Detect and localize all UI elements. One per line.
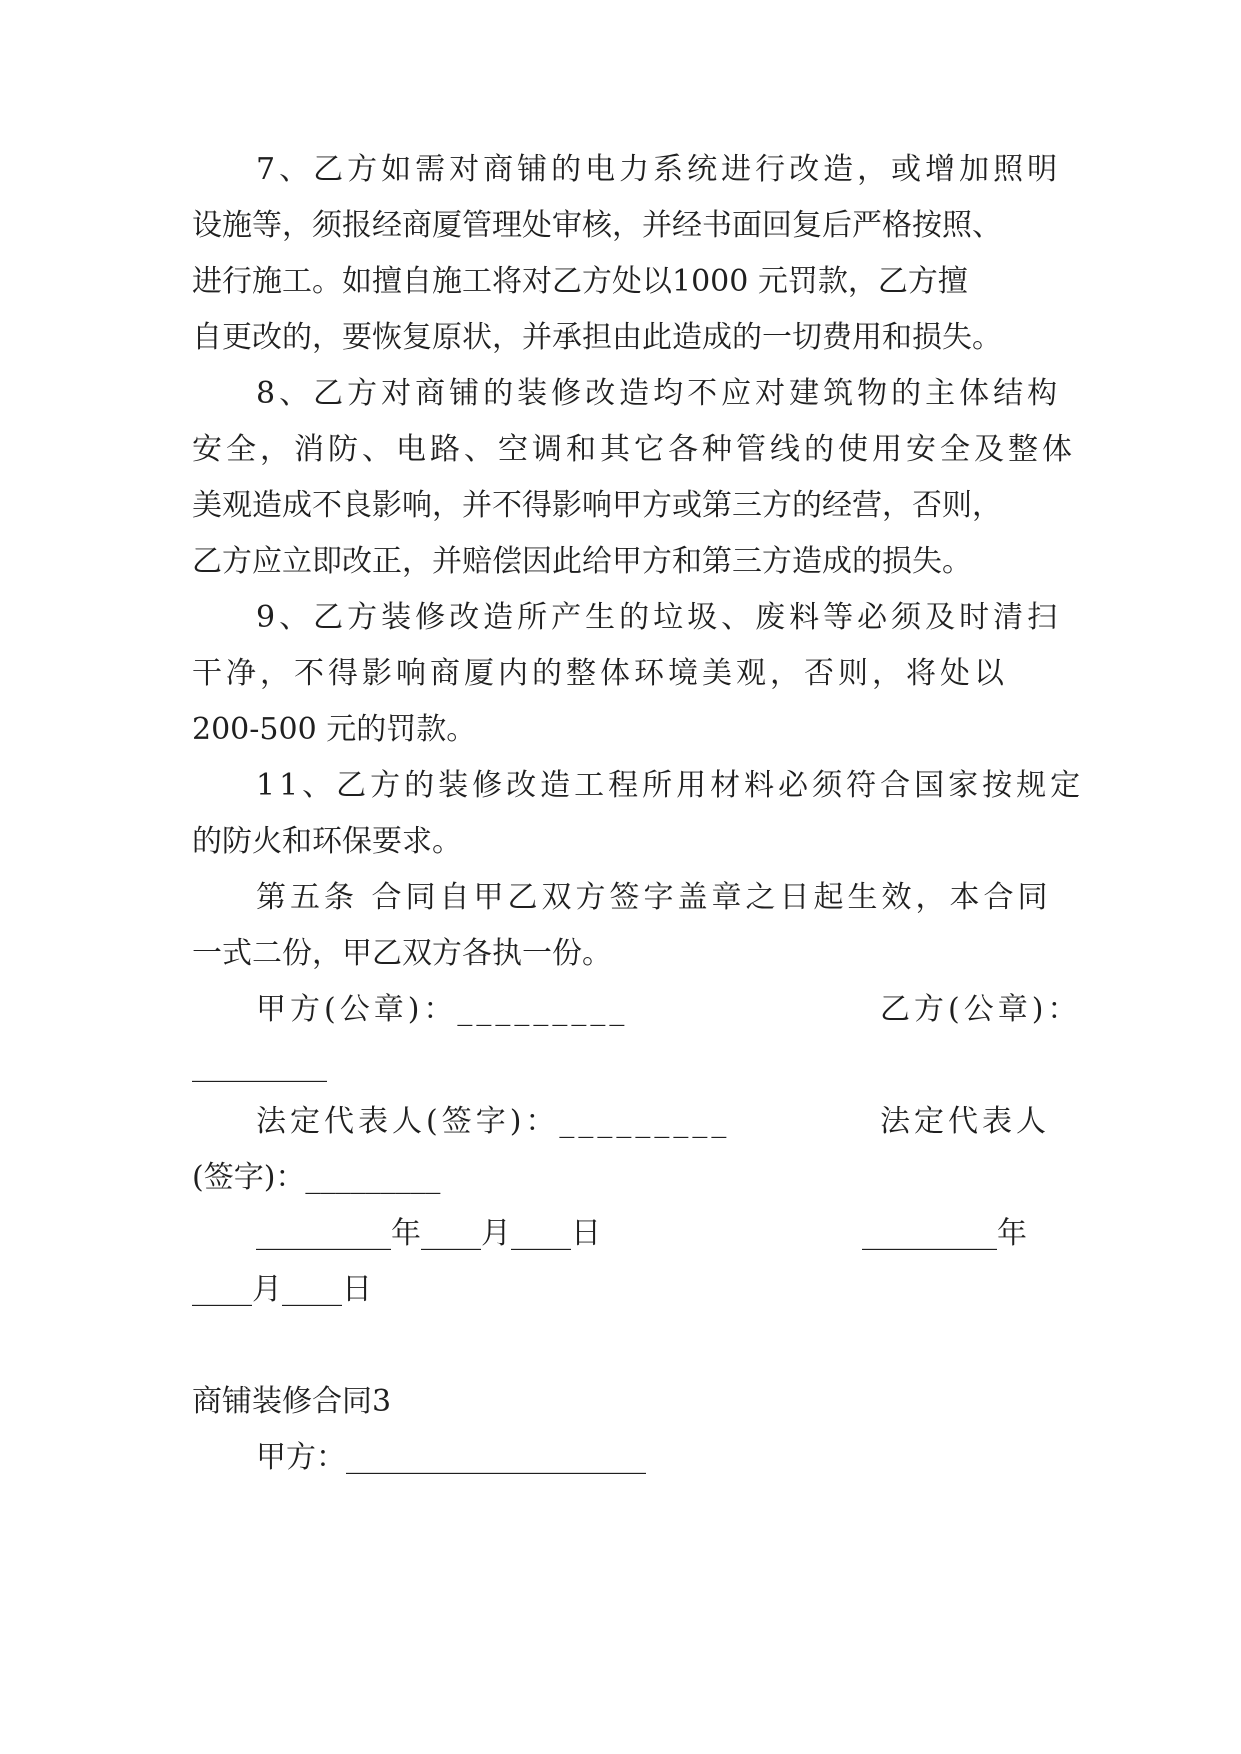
party-a-name-field: 甲方：____________________	[256, 1440, 646, 1475]
paragraph-line: 7、乙方如需对商铺的电力系统进行改造，或增加照明	[256, 152, 1062, 187]
paragraph-line: 8、乙方对商铺的装修改造均不应对建筑物的主体结构	[256, 376, 1062, 411]
party-b-representative-label: 法定代表人	[880, 1104, 1050, 1139]
paragraph-line: 乙方应立即改正，并赔偿因此给甲方和第三方造成的损失。	[192, 544, 972, 579]
paragraph-line: 美观造成不良影响，并不得影响甲方或第三方的经营，否则，	[192, 488, 1002, 523]
paragraph-line: 200-500 元的罚款。	[192, 712, 477, 747]
paragraph-line: 一式二份，甲乙双方各执一份。	[192, 936, 612, 971]
paragraph-line: 设施等，须报经商厦管理处审核，并经书面回复后严格按照、	[192, 208, 1002, 243]
party-b-date-year: _________年	[862, 1216, 1027, 1251]
paragraph-line: 9、乙方装修改造所产生的垃圾、废料等必须及时清扫	[256, 600, 1062, 635]
party-a-seal-field: 甲方(公章)：_________	[256, 992, 629, 1027]
section-heading: 商铺装修合同3	[192, 1384, 392, 1419]
paragraph-line: 干净，不得影响商厦内的整体环境美观，否则，将处以	[192, 656, 1008, 691]
paragraph-line: 安全，消防、电路、空调和其它各种管线的使用安全及整体	[192, 432, 1076, 467]
paragraph-line: 第五条 合同自甲乙双方签字盖章之日起生效，本合同	[256, 880, 1052, 915]
party-a-date-field: _________年____月____日	[256, 1216, 601, 1251]
party-b-seal-blank: _________	[192, 1048, 327, 1083]
party-b-seal-field: 乙方(公章)：	[880, 992, 1082, 1027]
paragraph-line: 自更改的，要恢复原状，并承担由此造成的一切费用和损失。	[192, 320, 1002, 355]
party-b-representative-field: (签字)：_________	[192, 1160, 441, 1195]
paragraph-line: 11、乙方的装修改造工程所用材料必须符合国家按规定	[256, 768, 1085, 803]
paragraph-line: 的防火和环保要求。	[192, 824, 462, 859]
paragraph-line: 进行施工。如擅自施工将对乙方处以1000 元罚款，乙方擅	[192, 264, 968, 299]
party-b-date-month-day: ____月____日	[192, 1272, 372, 1307]
party-a-representative-field: 法定代表人(签字)：_________	[256, 1104, 731, 1139]
